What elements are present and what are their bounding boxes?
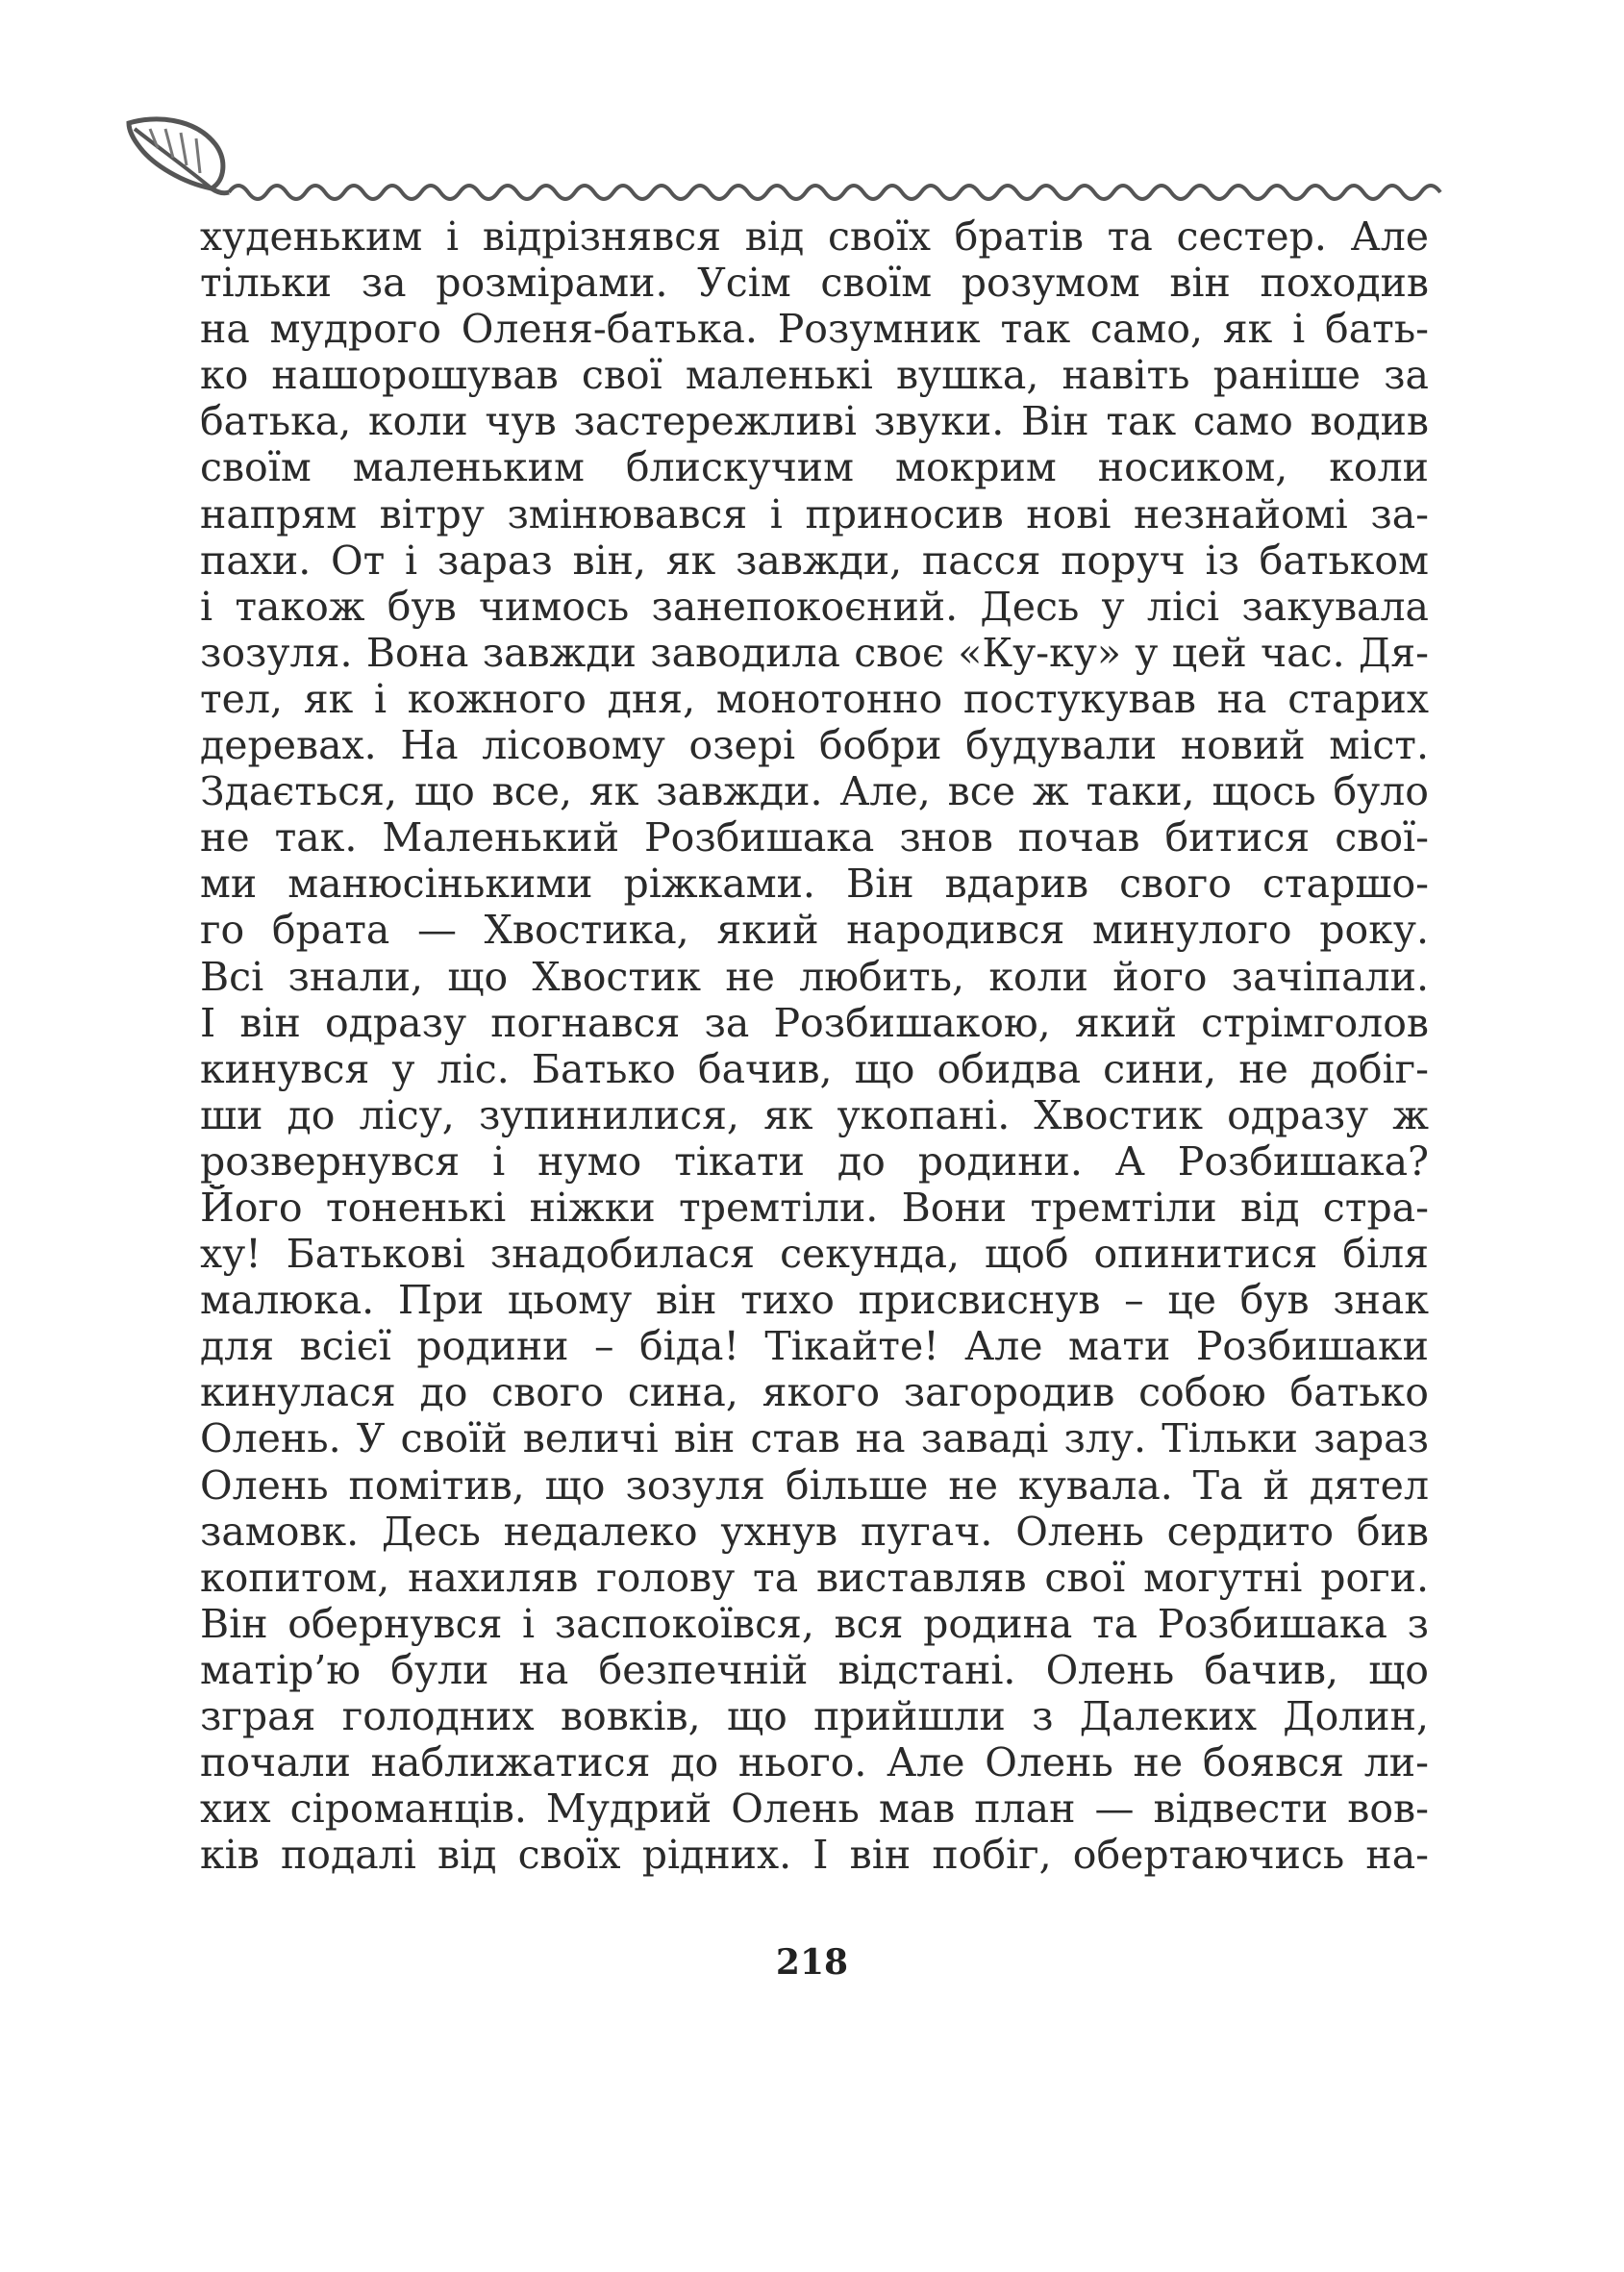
text-line: зозуля. Вона завжди заводила своє «Ку-ку» у цей час. Дя- [200, 629, 1429, 676]
text-line: замовк. Десь недалеко ухнув пугач. Олень сердито бив [200, 1508, 1429, 1555]
header-ornament [115, 106, 1442, 212]
text-line: тел, як і кожного дня, монотонно постукував на старих [200, 675, 1429, 722]
text-line: на мудрого Оленя-батька. Розумник так само, як і бать- [200, 306, 1429, 353]
text-line: ків подалі від своїх рідних. І він побіг, обертаючись на- [200, 1832, 1429, 1879]
text-line: копитом, нахиляв голову та виставляв свої могутні роги. [200, 1554, 1429, 1601]
text-line: Його тоненькі ніжки тремтіли. Вони тремтіли від стра- [200, 1184, 1429, 1231]
text-line: ху! Батькові знадобилася секунда, щоб опинитися біля [200, 1231, 1429, 1278]
text-line: кинулася до свого сина, якого загородив собою батько [200, 1369, 1429, 1416]
text-line: розвернувся і нумо тікати до родини. А Розбишака? [200, 1137, 1429, 1185]
text-line: не так. Маленький Розбишака знов почав битися свої- [200, 814, 1429, 861]
text-line: почали наближатися до нього. Але Олень не боявся ли- [200, 1739, 1429, 1786]
page-number: 218 [775, 1942, 849, 1983]
text-line: зграя голодних вовків, що прийшли з Далеких Долин, [200, 1693, 1429, 1739]
feather-icon [129, 119, 229, 193]
text-line: Олень помітив, що зозуля більше не кувала. Та й дятел [200, 1461, 1429, 1509]
text-line: худеньким і відрізнявся від своїх братів та сестер. Але [200, 213, 1429, 260]
body-text [200, 213, 1429, 1878]
text-line: Він обернувся і заспокоївся, вся родина та Розбишака з [200, 1600, 1429, 1647]
text-line: і також був чимось занепокоєний. Десь у лісі закувала [200, 583, 1429, 630]
text-line: ко нашорошував свої маленькі вушка, навіть раніше за [200, 352, 1429, 399]
text-line: го брата — Хвостика, який народився минулого року. [200, 907, 1429, 954]
text-line: ми манюсінькими ріжками. Він вдарив свого старшо- [200, 861, 1429, 908]
text-line: пахи. От і зараз він, як завжди, пасся поруч із батьком [200, 537, 1429, 584]
text-line: напрям вітру змінювався і приносив нові незнайомі за- [200, 490, 1429, 537]
text-line: матір’ю були на безпечній відстані. Олень бачив, що [200, 1646, 1429, 1693]
text-line: ши до лісу, зупинилися, як укопані. Хвостик одразу ж [200, 1091, 1429, 1138]
text-line: тільки за розмірами. Усім своїм розумом він походив [200, 260, 1429, 307]
text-line: батька, коли чув застережливі звуки. Він так само водив [200, 398, 1429, 445]
text-line: для всієї родини – біда! Тікайте! Але мати Розбишаки [200, 1323, 1429, 1370]
text-line: деревах. На лісовому озері бобри будували новий міст. [200, 722, 1429, 769]
text-line: Олень. У своїй величі він став на заваді злу. Тільки зараз [200, 1415, 1429, 1462]
text-line: І він одразу погнався за Розбишакою, який стрімголов [200, 999, 1429, 1046]
text-line: Здається, що все, як завжди. Але, все ж таки, щось було [200, 768, 1429, 815]
text-line: малюка. При цьому він тихо присвиснув – це був знак [200, 1277, 1429, 1324]
wave-line [229, 186, 1440, 199]
text-line: своїм маленьким блискучим мокрим носиком, коли [200, 444, 1429, 491]
text-line: кинувся у ліс. Батько бачив, що обидва сини, не добіг- [200, 1045, 1429, 1092]
text-line: Всі знали, що Хвостик не любить, коли його зачіпали. [200, 953, 1429, 1000]
text-line: хих сіроманців. Мудрий Олень мав план — відвести вов- [200, 1785, 1429, 1833]
